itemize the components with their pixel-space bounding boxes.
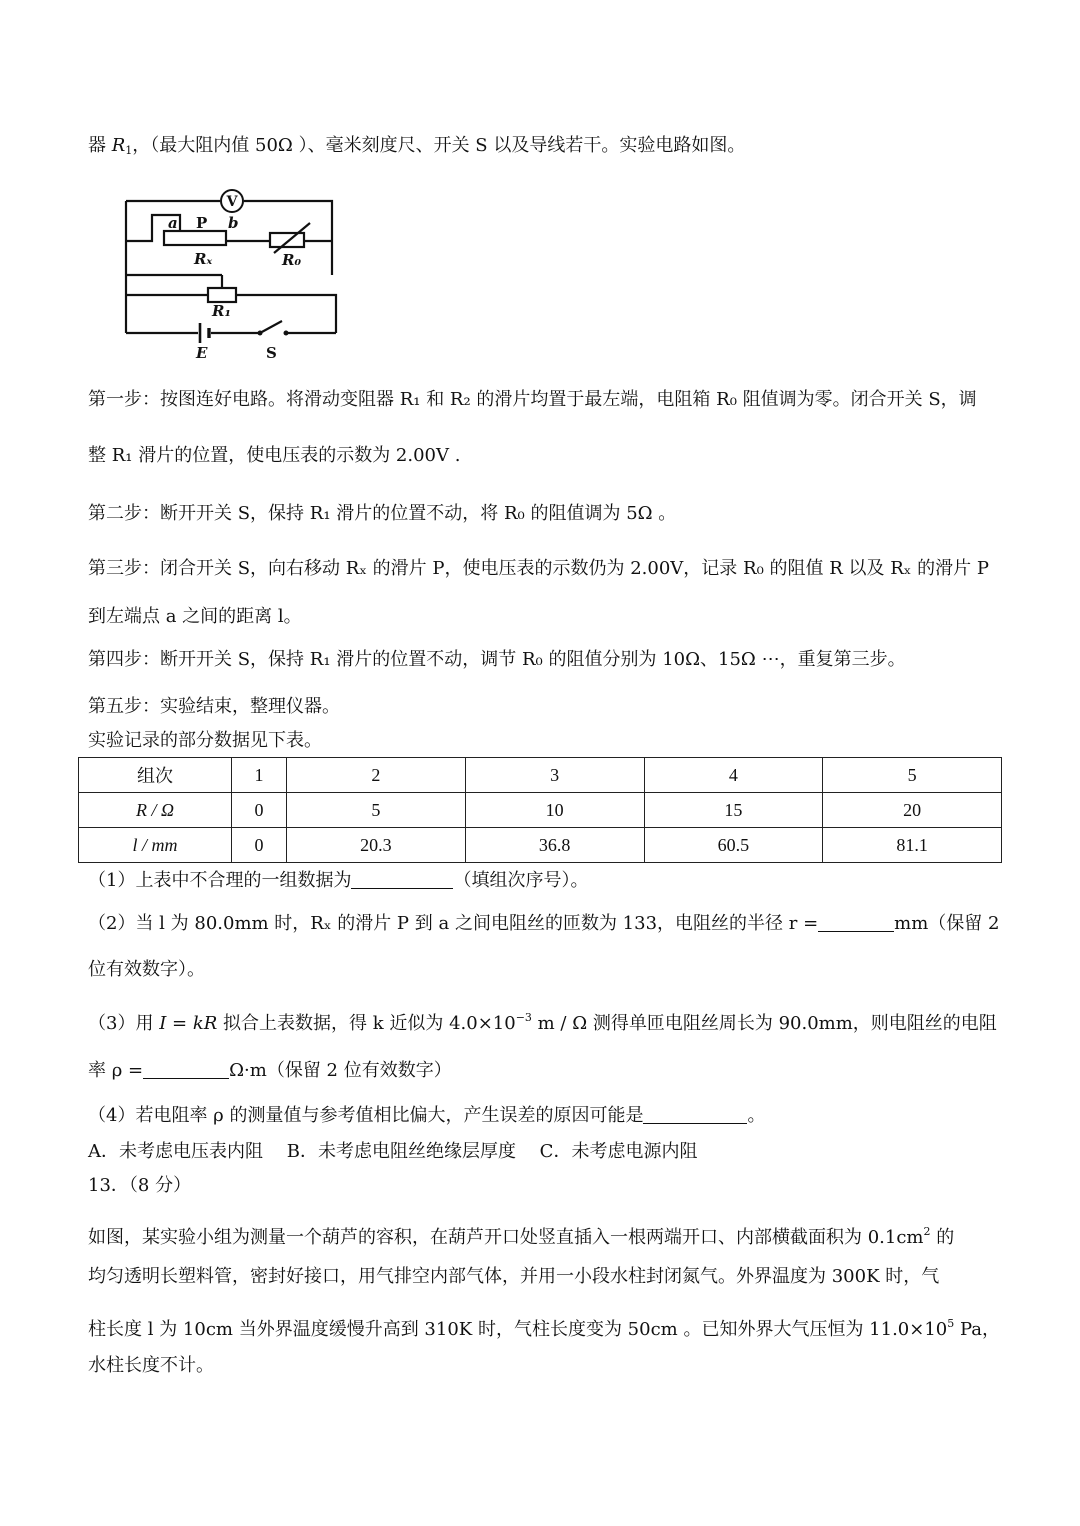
step-1-line-a: 第一步：按图连好电路。将滑动变阻器 R₁ 和 R₂ 的滑片均置于最左端，电阻箱 R₀ 阻值调为零。闭合开关 S，调 — [88, 389, 977, 410]
table-header-cell: 组次 — [79, 758, 232, 793]
circuit-diagram — [110, 183, 350, 363]
q3-answer-blank[interactable] — [143, 1060, 229, 1079]
q4-suffix: 。 — [747, 1105, 766, 1126]
table-header-cell: 3 — [465, 758, 644, 793]
problem-13-line-4: 水柱长度不计。 — [88, 1355, 214, 1376]
q1-text: （1）上表中不合理的一组数据为 — [88, 870, 352, 891]
table-cell: 5 — [287, 793, 466, 828]
q4-text: （4）若电阻率 ρ 的测量值与参考值相比偏大，产生误差的原因可能是 — [88, 1105, 644, 1126]
question-2-cont: 位有效数字）。 — [88, 959, 205, 980]
intro-line — [88, 134, 745, 163]
r0-resistor-box — [270, 233, 304, 247]
voltmeter-label: V — [226, 194, 238, 210]
table-cell: 36.8 — [465, 828, 644, 863]
p13-line3-superscript: 5 — [947, 1317, 955, 1330]
table-header-cell: 2 — [287, 758, 466, 793]
problem-13-line-3 — [88, 1312, 1000, 1342]
step-1-line-b: 整 R₁ 滑片的位置，使电压表的示数为 2.00V . — [88, 445, 461, 466]
wire-r1-right — [236, 295, 336, 333]
q2-answer-blank[interactable] — [818, 913, 894, 932]
p13-line1-suffix: 的 — [930, 1227, 955, 1248]
question-1 — [88, 869, 588, 893]
data-table — [78, 757, 1002, 863]
label-r1: R₁ — [212, 302, 232, 320]
question-3-cont — [88, 1059, 452, 1083]
q3-exponent: −3 — [515, 1011, 532, 1024]
q3-prefix: （3）用 — [88, 1013, 160, 1034]
label-rx: Rₓ — [194, 250, 213, 268]
q3-mid: 拟合上表数据，得 k 近似为 4.0×10 — [217, 1013, 516, 1034]
step-4: 第四步：断开开关 S，保持 R₁ 滑片的位置不动，调节 R₀ 的阻值分别为 10Ω、15Ω ⋯，重复第三步。 — [88, 649, 906, 670]
table-row-l — [79, 828, 1002, 863]
table-cell: 20.3 — [287, 828, 466, 863]
label-s: S — [266, 344, 277, 362]
step-5: 第五步：实验结束，整理仪器。 — [88, 696, 340, 717]
step-3-line-b: 到左端点 a 之间的距离 l。 — [88, 606, 302, 627]
p13-line3-suffix: Pa， — [954, 1319, 1000, 1340]
label-p: P — [196, 214, 208, 232]
table-cell: 20 — [823, 793, 1002, 828]
intro-prefix: 器 — [88, 135, 112, 156]
q3-suffix: Ω·m（保留 2 位有效数字） — [229, 1060, 452, 1081]
q1-answer-blank[interactable] — [351, 870, 453, 889]
step-3-line-a: 第三步：闭合开关 S，向右移动 Rₓ 的滑片 P，使电压表的示数仍为 2.00V，记录 R₀ 的阻值 R 以及 Rₓ 的滑片 P — [88, 558, 989, 579]
r1-symbol: R — [111, 135, 126, 156]
intro-text: ，（最大阻内值 50Ω ）、毫米刻度尺、开关 S 以及导线若干。实验电路如图。 — [132, 135, 746, 156]
switch-pivot — [258, 331, 263, 336]
q1-suffix: （填组次序号）。 — [453, 870, 589, 891]
q4-answer-blank[interactable] — [643, 1105, 747, 1124]
p13-line1-superscript: 2 — [923, 1225, 931, 1238]
table-header-cell: 5 — [823, 758, 1002, 793]
p13-line3-text: 柱长度 l 为 10cm 当外界温度缓慢升高到 310K 时，气柱长度变为 50cm 。已知外界大气压恒为 11.0×10 — [88, 1319, 948, 1340]
label-a: a — [168, 214, 178, 232]
p13-line1-text: 如图，某实验小组为测量一个葫芦的容积，在葫芦开口处竖直插入一根两端开口、内部横截面积为 0.1cm — [88, 1227, 924, 1248]
r1-subscript: 1 — [125, 144, 133, 157]
table-cell: 0 — [232, 828, 287, 863]
label-e: E — [196, 344, 208, 362]
q3-text: m / Ω 测得单匝电阻丝周长为 90.0mm，则电阻丝的电阻 — [531, 1013, 997, 1034]
table-header-cell: 4 — [644, 758, 823, 793]
problem-13-line-1 — [88, 1220, 954, 1250]
table-cell: 0 — [232, 793, 287, 828]
label-r0: R₀ — [282, 251, 302, 269]
problem-13-line-2: 均匀透明长塑料管，密封好接口，用气排空内部气体，并用一小段水柱封闭氮气。外界温度为 300K 时，气 — [88, 1266, 940, 1287]
switch-blade — [260, 321, 282, 333]
q2-suffix: mm（保留 2 — [894, 913, 1000, 934]
q2-text: （2）当 l 为 80.0mm 时，Rₓ 的滑片 P 到 a 之间电阻丝的匝数为 133，电阻丝的半径 r = — [88, 913, 819, 934]
problem-13-heading: 13．（8 分） — [88, 1175, 192, 1196]
q3-rho-label: 率 ρ = — [88, 1060, 144, 1081]
question-3 — [88, 1006, 997, 1036]
rx-resistor — [164, 231, 226, 245]
table-row-label: R / Ω — [79, 793, 232, 828]
table-cell: 60.5 — [644, 828, 823, 863]
table-cell: 10 — [465, 793, 644, 828]
table-row-label: l / mm — [79, 828, 232, 863]
table-cell: 81.1 — [823, 828, 1002, 863]
table-cell: 15 — [644, 793, 823, 828]
question-4-choices: A．未考虑电压表内阻 B．未考虑电阻丝绝缘层厚度 C．未考虑电源内阻 — [88, 1141, 698, 1162]
table-intro: 实验记录的部分数据见下表。 — [88, 730, 322, 751]
step-2: 第二步：断开开关 S，保持 R₁ 滑片的位置不动，将 R₀ 的阻值调为 5Ω 。 — [88, 503, 677, 524]
table-header-cell: 1 — [232, 758, 287, 793]
table-row-r — [79, 793, 1002, 828]
table-row-header — [79, 758, 1002, 793]
label-b: b — [228, 214, 239, 232]
r1-resistor — [208, 288, 236, 302]
q3-formula: I = kR — [159, 1013, 218, 1034]
switch-contact — [284, 331, 289, 336]
question-2 — [88, 912, 999, 936]
question-4 — [88, 1104, 765, 1128]
